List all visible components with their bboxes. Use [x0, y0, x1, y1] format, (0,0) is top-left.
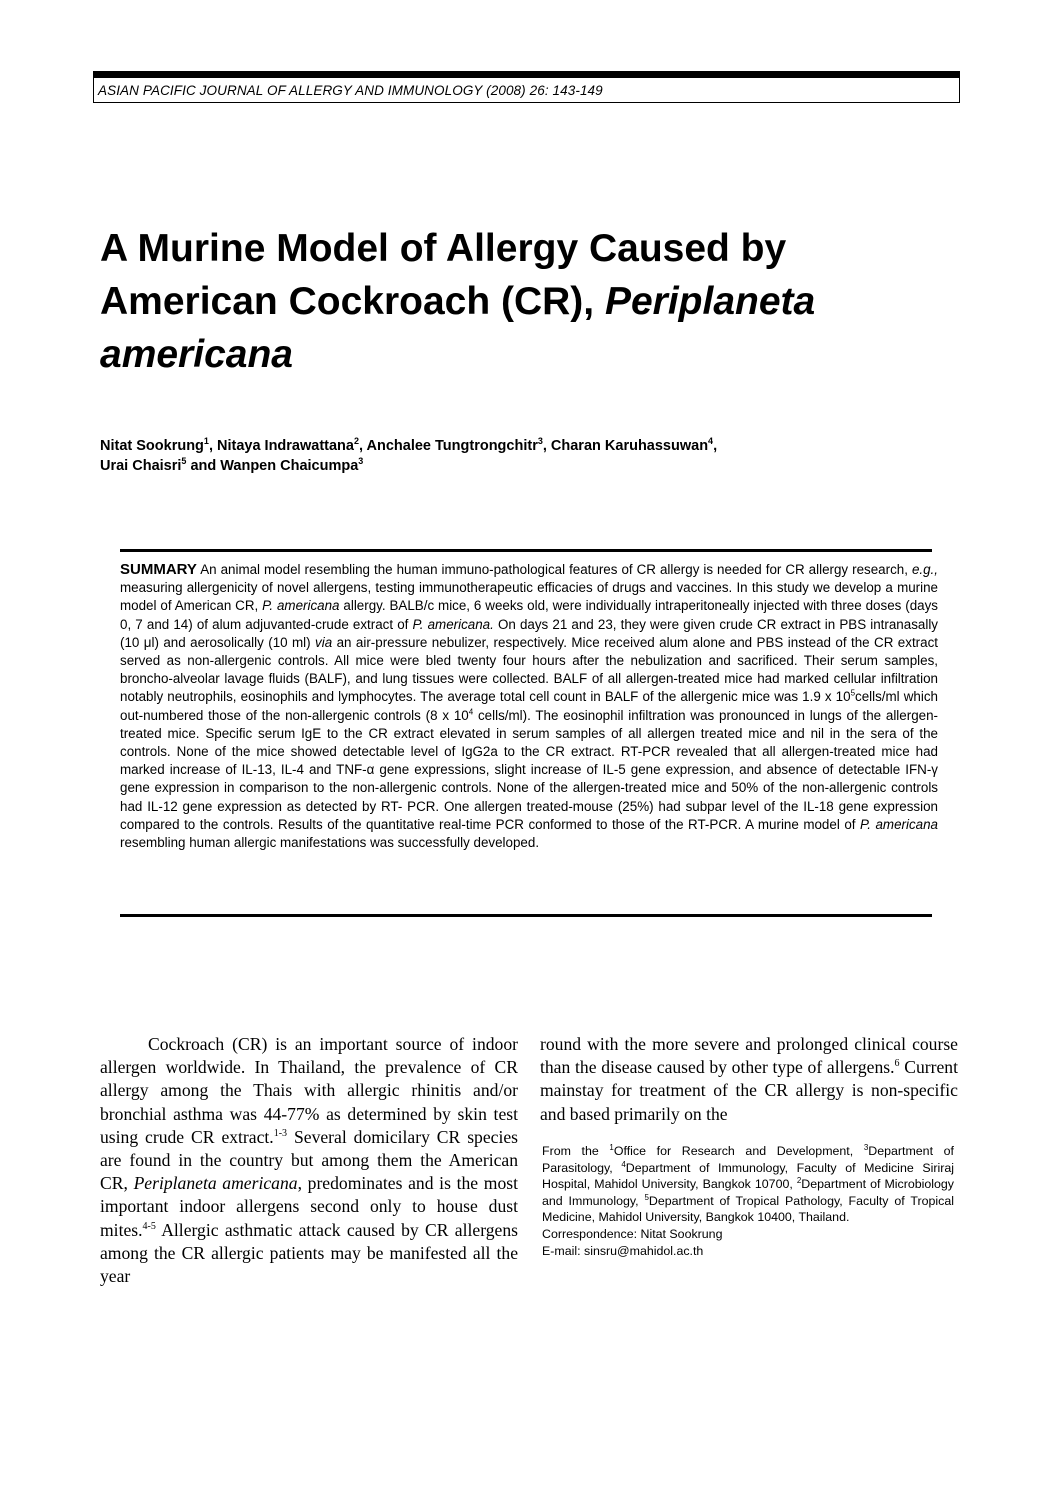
- summary-italic: P. americana.: [412, 616, 494, 632]
- summary-label: SUMMARY: [120, 561, 197, 578]
- affil-fragment: Office for Research and Development,: [613, 1144, 864, 1158]
- summary-italic: P. americana: [860, 816, 939, 832]
- summary-box: [120, 549, 939, 917]
- summary-superscript: 4: [468, 707, 474, 717]
- author-affiliation-mark: 3: [358, 456, 364, 467]
- author-affiliation-mark: 2: [353, 436, 359, 447]
- body-fragment: round with the more severe and prolonged clinical course than the disease caused by other type of allergens.: [540, 1034, 958, 1078]
- affil-fragment: Department of Parasitology,: [542, 1144, 954, 1175]
- author-affiliation-mark: 3: [537, 436, 543, 447]
- summary-fragment: resembling human allergic manifestations was successfully developed.: [120, 835, 540, 851]
- journal-citation: ASIAN PACIFIC JOURNAL OF ALLERGY AND IMMUNOLOGY (2008) 26: 143-149: [98, 83, 603, 98]
- citation-ref: 6: [894, 1058, 900, 1070]
- email-line[interactable]: E-mail: sinsru@mahidol.ac.th: [542, 1243, 704, 1258]
- affil-mark: 2: [796, 1176, 802, 1186]
- summary-fragment: On days 21 and 23, they were given crude CR extract in PBS intranasally (10 μl) and aerosolically (10 ml): [120, 616, 938, 650]
- title-species-epithet: americana: [100, 333, 293, 376]
- author-name: , Anchalee Tungtrongchitr: [359, 438, 538, 454]
- affil-fragment: Department of Immunology, Faculty of Medicine Siriraj Hospital, Mahidol University, Bangkok 10700,: [542, 1160, 954, 1192]
- affil-fragment: Department of Tropical Pathology, Faculty of Tropical Medicine, Mahidol University, Bangkok 10400, Thailand.: [542, 1193, 954, 1225]
- affiliations-footnote: [542, 1143, 954, 1259]
- affiliation-text: [542, 1143, 954, 1226]
- summary-fragment: an air-pressure nebulizer, respectively. Mice received alum alone and PBS instead of the CR extract served as non-allergenic controls. All mice were bled twenty four hours after the nebulization and sacrificed. Their serum samples, broncho-alveolar lavage fluids (BALF), and lung tissues were collected. BALF of all allergen-treated mice had marked cellular infiltration notably neutrophils, eosinophils and lymphocytes. The average total cell count in BALF of the allergenic mice was 1.9 x 10: [120, 634, 938, 705]
- author-name: , Charan Karuhassuwan: [542, 438, 709, 454]
- body-fragment: Cockroach (CR) is an important source of indoor allergen worldwide. In Thailand, the prevalence of CR allergy among the Thais with allergic rhinitis and/or bronchial asthma was 44-77% as determined by skin test using crude CR extract.: [100, 1034, 518, 1147]
- paper-title: [100, 222, 960, 381]
- summary-italic: via: [315, 634, 333, 650]
- journal-header: [93, 71, 960, 103]
- body-fragment: Several domicilary CR species are found in the country but among them the American CR,: [100, 1126, 518, 1194]
- summary-fragment: allergy. BALB/c mice, 6 weeks old, were individually intraperitoneally injected with three doses (days 0, 7 and 14) of alum adjuvanted-crude extract of: [120, 598, 938, 632]
- body-fragment: Allergic asthmatic attack caused by CR allergens among the CR allergic patients may be manifested all the year: [100, 1219, 518, 1287]
- summary-fragment: measuring allergenicity of novel allergens, testing immunotherapeutic efficacies of drugs and vaccines. In this study we develop a murine model of American CR,: [120, 580, 938, 614]
- body-column-right: [540, 1033, 958, 1126]
- affil-fragment: Department of Microbiology and Immunology,: [542, 1177, 955, 1208]
- author-list: [100, 436, 960, 476]
- author-name: Nitat Sookrung: [100, 438, 204, 454]
- body-column-left: [100, 1033, 518, 1288]
- author-name: , Nitaya Indrawattana: [208, 438, 354, 454]
- species-name: Periplaneta americana: [133, 1173, 298, 1194]
- affil-mark: 4: [621, 1159, 626, 1169]
- body-fragment: Current mainstay for treatment of the CR allergy is non-specific and based primarily on the: [540, 1057, 958, 1124]
- title-species-genus: Periplaneta: [604, 280, 816, 323]
- citation-ref: 1-3: [273, 1127, 288, 1139]
- author-name: and Wanpen Chaicumpa: [186, 458, 359, 474]
- author-separator: ,: [713, 438, 718, 454]
- correspondence-line: Correspondence: Nitat Sookrung: [542, 1226, 723, 1241]
- affil-fragment: From the: [542, 1144, 610, 1158]
- summary-fragment: cells/ml). The eosinophil infiltration was pronounced in lungs of the allergen-treated mice. Specific serum IgE to the CR extract elevated in serum samples of all allergen treated mice and nil in the sera of the controls. None of the mice showed detectable level of IgG2a to the CR extract. RT-PCR revealed that all allergen-treated mice had marked increase of IL-13, IL-4 and TNF-α gene expressions, slight increase of IL-5 gene expression, and absence of detectable IFN-γ gene expression in comparison to the non-allergenic controls. None of the allergen-treated mice and 50% of the non-allergenic controls had IL-12 gene expression as detected by RT- PCR. One allergen treated-mouse (25%) had subpar level of the IL-18 gene expression compared to the controls. Results of the quantitative real-time PCR conformed to those of the RT-PCR. A murine model of: [120, 707, 938, 832]
- body-fragment: , predominates and is the most important indoor allergens second only to house dust mites.: [100, 1173, 518, 1240]
- author-affiliation-mark: 5: [181, 456, 187, 467]
- affil-mark: 3: [863, 1142, 869, 1152]
- author-affiliation-mark: 4: [708, 436, 714, 447]
- summary-italic: e.g.,: [911, 562, 938, 577]
- author-affiliation-mark: 1: [203, 436, 209, 447]
- title-line-2: American Cockroach (CR),: [100, 280, 605, 323]
- summary-italic: P. americana: [262, 598, 340, 614]
- affil-mark: 5: [644, 1192, 649, 1202]
- author-name: Urai Chaisri: [100, 458, 182, 474]
- summary-fragment: cells/ml which out-numbered those of the non-allergenic controls (8 x 10: [120, 689, 938, 723]
- citation-ref: 4-5: [142, 1220, 156, 1232]
- affil-mark: 1: [609, 1142, 614, 1152]
- summary-fragment: An animal model resembling the human immuno-pathological features of CR allergy is needed for CR allergy research,: [196, 562, 912, 577]
- summary-superscript: 5: [850, 688, 856, 698]
- title-line-1: A Murine Model of Allergy Caused by: [100, 227, 787, 270]
- summary-text: [120, 561, 938, 852]
